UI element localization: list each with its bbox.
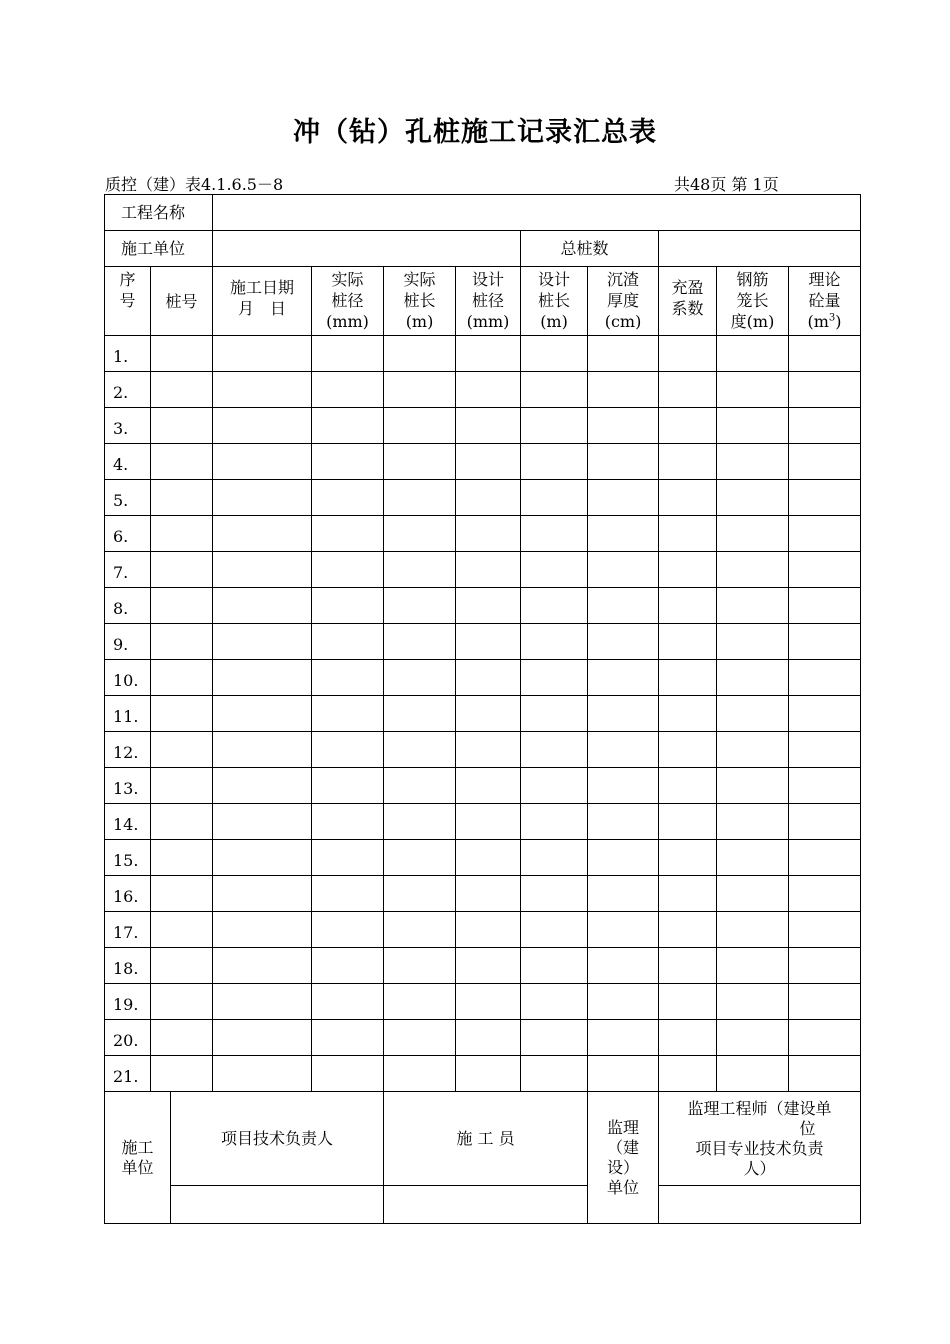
table-cell[interactable] [456,516,521,552]
table-cell[interactable] [717,804,789,840]
table-cell[interactable] [213,984,312,1020]
total-piles-field[interactable] [659,231,861,267]
table-cell[interactable] [151,984,213,1020]
table-cell[interactable] [456,444,521,480]
table-cell[interactable] [717,1056,789,1092]
table-cell[interactable] [789,912,861,948]
table-cell[interactable] [456,840,521,876]
table-cell[interactable] [384,552,456,588]
table-cell[interactable] [312,912,384,948]
table-cell[interactable] [588,624,659,660]
table-cell[interactable] [717,660,789,696]
table-cell[interactable] [659,516,717,552]
table-cell[interactable] [659,840,717,876]
row-number: 8. [105,588,151,624]
table-cell[interactable] [659,552,717,588]
table-cell[interactable] [456,804,521,840]
table-cell[interactable] [456,732,521,768]
table-cell[interactable] [384,516,456,552]
row-number: 21. [105,1056,151,1092]
table-cell[interactable] [659,804,717,840]
table-cell[interactable] [151,444,213,480]
row-number: 7. [105,552,151,588]
table-cell[interactable] [312,1020,384,1056]
table-cell[interactable] [717,372,789,408]
table-cell[interactable] [312,480,384,516]
table-row [105,516,861,552]
table-cell[interactable] [213,336,312,372]
table-cell[interactable] [659,660,717,696]
table-cell[interactable] [213,912,312,948]
table-cell[interactable] [789,408,861,444]
table-cell[interactable] [213,732,312,768]
table-cell[interactable] [659,588,717,624]
table-cell[interactable] [717,948,789,984]
row-number: 6. [105,516,151,552]
table-cell[interactable] [588,372,659,408]
table-cell[interactable] [659,732,717,768]
header-pile-no: 桩号 [151,267,213,336]
table-cell[interactable] [789,660,861,696]
table-cell[interactable] [151,624,213,660]
table-cell[interactable] [384,444,456,480]
table-cell[interactable] [789,984,861,1020]
table-cell[interactable] [717,516,789,552]
table-cell[interactable] [521,696,588,732]
table-cell[interactable] [456,768,521,804]
table-cell[interactable] [789,732,861,768]
table-cell[interactable] [384,372,456,408]
table-row [105,984,861,1020]
table-cell[interactable] [213,948,312,984]
table-row [105,768,861,804]
table-cell[interactable] [312,984,384,1020]
record-table [104,194,861,1224]
table-cell[interactable] [151,336,213,372]
table-cell[interactable] [213,660,312,696]
table-cell[interactable] [456,408,521,444]
table-row [105,1020,861,1056]
table-cell[interactable] [384,732,456,768]
tech-lead-sign-field[interactable] [171,1186,384,1224]
table-row [105,336,861,372]
table-cell[interactable] [384,984,456,1020]
row-number: 2. [105,372,151,408]
table-cell[interactable] [789,948,861,984]
table-cell[interactable] [659,1056,717,1092]
table-cell[interactable] [213,552,312,588]
table-cell[interactable] [659,876,717,912]
table-cell[interactable] [151,840,213,876]
table-row [105,876,861,912]
table-cell[interactable] [659,408,717,444]
contractor-field[interactable] [213,231,521,267]
table-cell[interactable] [312,372,384,408]
table-cell[interactable] [789,876,861,912]
table-cell[interactable] [521,768,588,804]
table-cell[interactable] [213,408,312,444]
table-cell[interactable] [151,408,213,444]
table-cell[interactable] [521,516,588,552]
table-cell[interactable] [588,804,659,840]
worker-sign-field[interactable] [384,1186,588,1224]
table-cell[interactable] [521,1020,588,1056]
table-cell[interactable] [588,480,659,516]
header-date: 施工日期 月 日 [213,267,312,336]
table-row [105,408,861,444]
row-number: 5. [105,480,151,516]
table-cell[interactable] [521,444,588,480]
table-cell[interactable] [717,408,789,444]
table-cell[interactable] [789,480,861,516]
table-row [105,480,861,516]
table-cell[interactable] [521,552,588,588]
table-cell[interactable] [151,480,213,516]
table-cell[interactable] [456,912,521,948]
table-cell[interactable] [789,372,861,408]
table-cell[interactable] [717,840,789,876]
table-cell[interactable] [456,372,521,408]
row-number: 15. [105,840,151,876]
table-cell[interactable] [588,948,659,984]
table-cell[interactable] [659,948,717,984]
row-number: 12. [105,732,151,768]
table-cell[interactable] [312,444,384,480]
table-cell[interactable] [588,552,659,588]
table-cell[interactable] [384,876,456,912]
table-cell[interactable] [521,408,588,444]
table-cell[interactable] [789,444,861,480]
row-number: 20. [105,1020,151,1056]
table-cell[interactable] [151,912,213,948]
table-cell[interactable] [456,876,521,912]
table-cell[interactable] [588,912,659,948]
table-cell[interactable] [789,552,861,588]
table-cell[interactable] [312,768,384,804]
table-row [105,1056,861,1092]
table-cell[interactable] [151,516,213,552]
table-cell[interactable] [588,336,659,372]
table-row [105,444,861,480]
table-cell[interactable] [151,948,213,984]
worker-label: 施 工 员 [384,1092,588,1186]
table-cell[interactable] [717,1020,789,1056]
table-cell[interactable] [588,408,659,444]
row-number: 1. [105,336,151,372]
table-cell[interactable] [213,624,312,660]
table-cell[interactable] [312,876,384,912]
table-cell[interactable] [456,660,521,696]
table-cell[interactable] [384,408,456,444]
table-cell[interactable] [384,1020,456,1056]
table-cell[interactable] [213,372,312,408]
row-number: 17. [105,912,151,948]
construction-unit-label: 施工 单位 [105,1092,171,1224]
table-cell[interactable] [521,984,588,1020]
table-cell[interactable] [588,588,659,624]
table-cell[interactable] [213,516,312,552]
project-name-field[interactable] [213,195,861,231]
table-cell[interactable] [588,444,659,480]
table-cell[interactable] [588,984,659,1020]
table-cell[interactable] [213,876,312,912]
table-cell[interactable] [312,1056,384,1092]
table-cell[interactable] [312,948,384,984]
table-cell[interactable] [588,768,659,804]
table-row [105,840,861,876]
row-number: 16. [105,876,151,912]
row-number: 11. [105,696,151,732]
table-cell[interactable] [384,768,456,804]
table-cell[interactable] [717,696,789,732]
table-cell[interactable] [717,732,789,768]
table-cell[interactable] [717,444,789,480]
table-cell[interactable] [789,516,861,552]
table-cell[interactable] [213,444,312,480]
table-cell[interactable] [213,480,312,516]
table-cell[interactable] [456,480,521,516]
row-number: 4. [105,444,151,480]
table-cell[interactable] [789,1056,861,1092]
table-cell[interactable] [789,768,861,804]
table-cell[interactable] [312,552,384,588]
table-cell[interactable] [789,696,861,732]
table-cell[interactable] [151,696,213,732]
header-design-dia: 设计 桩径 (mm) [456,267,521,336]
table-cell[interactable] [384,480,456,516]
table-cell[interactable] [384,948,456,984]
table-cell[interactable] [521,660,588,696]
table-cell[interactable] [384,660,456,696]
table-cell[interactable] [213,1020,312,1056]
table-cell[interactable] [659,1020,717,1056]
table-cell[interactable] [659,624,717,660]
header-concrete-vol: 理论 砼量 $(m^3)$ [789,267,861,336]
table-cell[interactable] [521,732,588,768]
table-cell[interactable] [717,984,789,1020]
table-cell[interactable] [521,336,588,372]
table-cell[interactable] [789,624,861,660]
table-cell[interactable] [789,840,861,876]
table-cell[interactable] [659,696,717,732]
table-cell[interactable] [659,768,717,804]
table-cell[interactable] [789,588,861,624]
table-row [105,624,861,660]
page-info: 共48页 第 1页 [674,175,779,194]
table-cell[interactable] [789,336,861,372]
row-number: 10. [105,660,151,696]
row-number: 18. [105,948,151,984]
table-cell[interactable] [384,804,456,840]
table-cell[interactable] [312,624,384,660]
row-number: 13. [105,768,151,804]
table-cell[interactable] [659,336,717,372]
table-cell[interactable] [213,804,312,840]
header-sediment: 沉渣 厚度 (cm) [588,267,659,336]
table-cell[interactable] [151,1056,213,1092]
table-cell[interactable] [456,1020,521,1056]
table-cell[interactable] [456,336,521,372]
table-cell[interactable] [521,948,588,984]
table-cell[interactable] [312,516,384,552]
table-cell[interactable] [384,840,456,876]
table-cell[interactable] [521,804,588,840]
table-cell[interactable] [456,588,521,624]
row-number: 19. [105,984,151,1020]
total-piles-label: 总桩数 [521,231,659,267]
table-cell[interactable] [312,732,384,768]
table-cell[interactable] [151,876,213,912]
header-cage-len: 钢筋 笼长 度(m) [717,267,789,336]
table-cell[interactable] [588,1056,659,1092]
table-cell[interactable] [312,840,384,876]
table-row [105,372,861,408]
table-cell[interactable] [456,948,521,984]
table-cell[interactable] [213,696,312,732]
table-cell[interactable] [717,624,789,660]
table-cell[interactable] [456,624,521,660]
contractor-label: 施工单位 [105,231,213,267]
table-cell[interactable] [659,480,717,516]
supervisor-label: 监理工程师（建设单 位 项目专业技术负责 人） [659,1092,861,1186]
supervisor-sign-field[interactable] [659,1186,861,1224]
table-cell[interactable] [789,804,861,840]
header-seq: 序 号 [105,267,151,336]
form-code: 质控（建）表4.1.6.5－8 [105,175,284,194]
header-design-len: 设计 桩长 (m) [521,267,588,336]
table-cell[interactable] [588,876,659,912]
table-cell[interactable] [521,480,588,516]
table-cell[interactable] [659,912,717,948]
table-row [105,588,861,624]
header-fill-coef: 充盈 系数 [659,267,717,336]
table-cell[interactable] [717,480,789,516]
table-cell[interactable] [312,660,384,696]
table-cell[interactable] [384,336,456,372]
table-row [105,912,861,948]
table-cell[interactable] [521,876,588,912]
table-cell[interactable] [384,696,456,732]
table-cell[interactable] [659,444,717,480]
table-cell[interactable] [789,1020,861,1056]
table-cell[interactable] [151,804,213,840]
table-cell[interactable] [456,1056,521,1092]
table-cell[interactable] [213,1056,312,1092]
table-cell[interactable] [384,1056,456,1092]
table-cell[interactable] [151,660,213,696]
table-cell[interactable] [312,588,384,624]
table-cell[interactable] [151,768,213,804]
table-row [105,732,861,768]
table-cell[interactable] [659,372,717,408]
table-cell[interactable] [456,552,521,588]
table-cell[interactable] [213,588,312,624]
table-cell[interactable] [456,984,521,1020]
table-cell[interactable] [521,840,588,876]
row-number: 14. [105,804,151,840]
table-cell[interactable] [312,804,384,840]
table-cell[interactable] [151,588,213,624]
table-cell[interactable] [151,732,213,768]
table-cell[interactable] [213,840,312,876]
table-cell[interactable] [659,984,717,1020]
table-cell[interactable] [717,588,789,624]
table-cell[interactable] [717,768,789,804]
page-title: 冲（钻）孔桩施工记录汇总表 [293,117,657,148]
table-cell[interactable] [521,372,588,408]
table-cell[interactable] [717,552,789,588]
table-cell[interactable] [213,768,312,804]
table-cell[interactable] [384,624,456,660]
row-number: 9. [105,624,151,660]
table-cell[interactable] [588,1020,659,1056]
table-cell[interactable] [151,372,213,408]
table-cell[interactable] [312,408,384,444]
project-name-label: 工程名称 [105,195,213,231]
header-actual-dia: 实际 桩径 (mm) [312,267,384,336]
table-cell[interactable] [588,660,659,696]
table-cell[interactable] [588,516,659,552]
table-cell[interactable] [151,1020,213,1056]
table-cell[interactable] [521,624,588,660]
table-cell[interactable] [384,588,456,624]
table-cell[interactable] [588,696,659,732]
table-cell[interactable] [717,912,789,948]
header-actual-len: 实际 桩长 (m) [384,267,456,336]
table-cell[interactable] [717,876,789,912]
table-row [105,804,861,840]
supervision-unit-label: 监理 （建 设） 单位 [588,1092,659,1224]
table-cell[interactable] [151,552,213,588]
tech-lead-label: 项目技术负责人 [171,1092,384,1186]
table-cell[interactable] [312,696,384,732]
table-row [105,948,861,984]
table-cell[interactable] [312,336,384,372]
table-cell[interactable] [521,912,588,948]
table-row [105,660,861,696]
table-cell[interactable] [521,588,588,624]
table-cell[interactable] [456,696,521,732]
table-cell[interactable] [384,912,456,948]
row-number: 3. [105,408,151,444]
table-cell[interactable] [521,1056,588,1092]
table-row [105,552,861,588]
table-cell[interactable] [717,336,789,372]
table-cell[interactable] [588,732,659,768]
table-cell[interactable] [588,840,659,876]
table-row [105,696,861,732]
